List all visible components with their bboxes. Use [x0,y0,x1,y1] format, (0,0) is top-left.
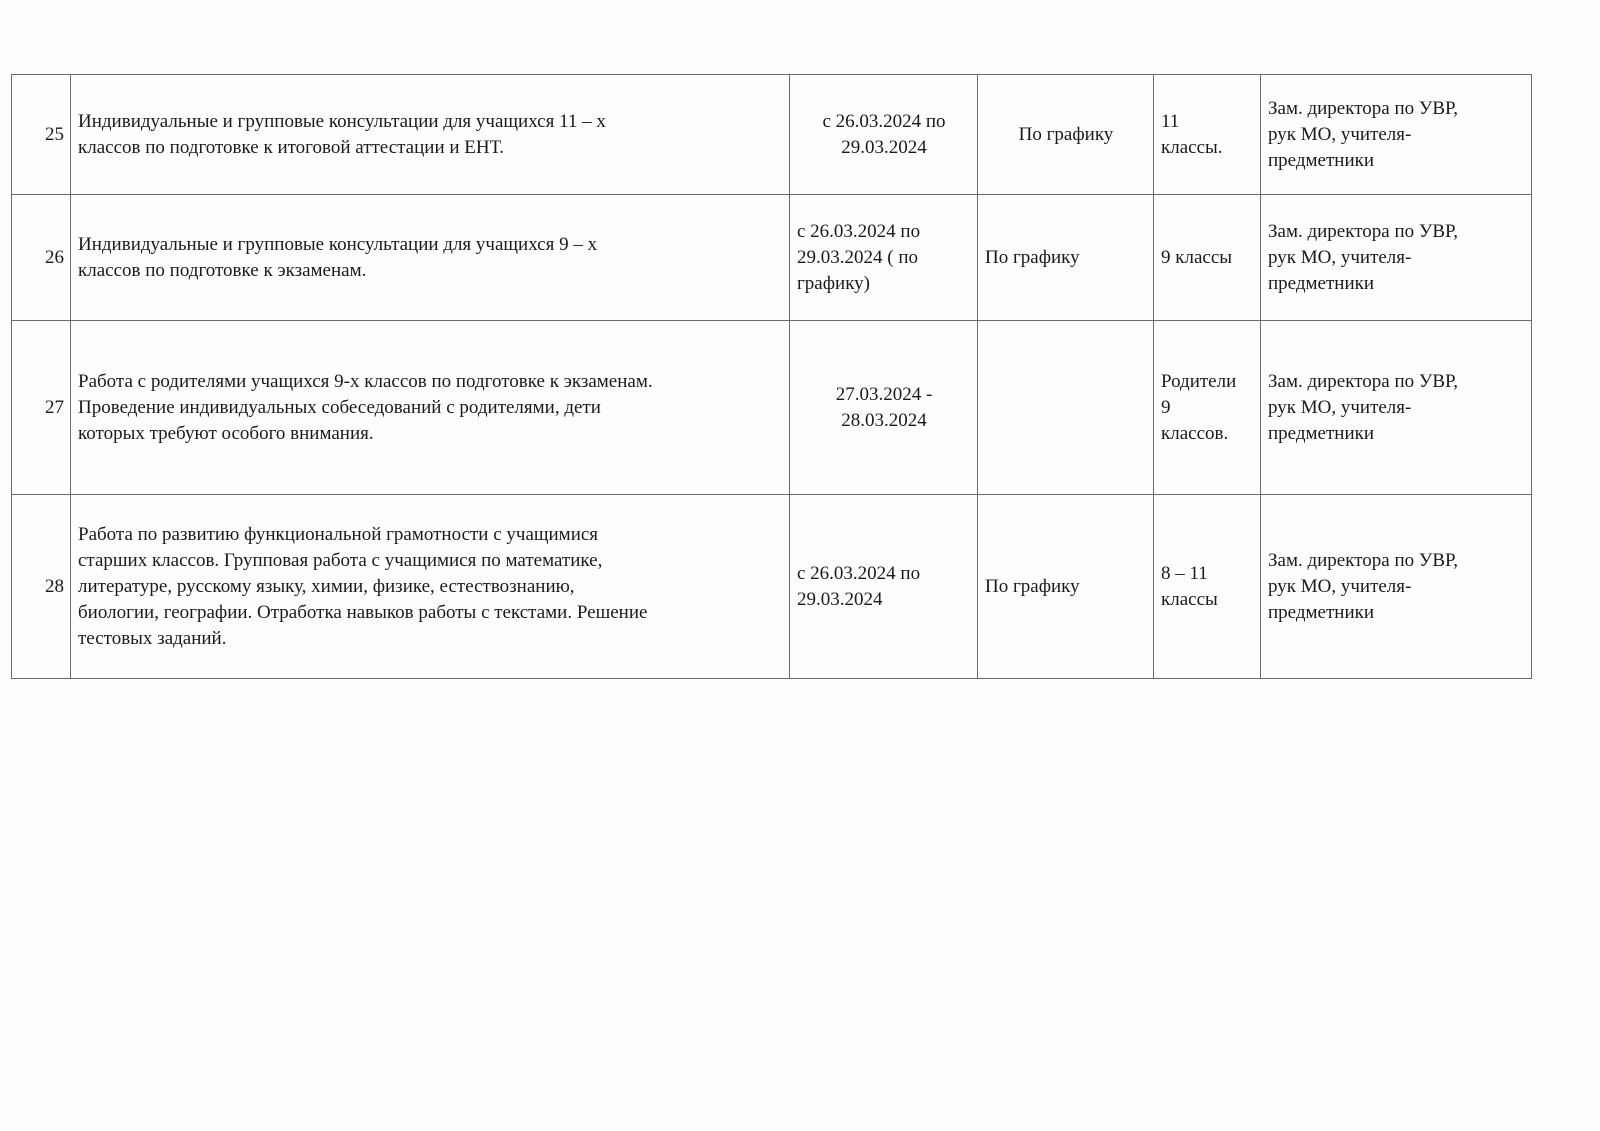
table-row [12,75,1532,195]
activity-schedule: По графику [978,195,1154,321]
activity-responsible: Зам. директора по УВР, рук МО, учителя- предметники [1261,195,1532,321]
activity-description: Индивидуальные и групповые консультации для учащихся 11 – х классов по подготовке к итоговой аттестации и ЕНТ. [71,75,790,195]
row-number: 27 [12,321,71,495]
table-row [12,495,1532,679]
row-number: 25 [12,75,71,195]
activity-responsible: Зам. директора по УВР, рук МО, учителя- предметники [1261,321,1532,495]
activity-schedule: По графику [978,495,1154,679]
activity-responsible: Зам. директора по УВР, рук МО, учителя- предметники [1261,495,1532,679]
activity-dates: 27.03.2024 - 28.03.2024 [790,321,978,495]
activity-dates: с 26.03.2024 по 29.03.2024 [790,75,978,195]
activity-dates: с 26.03.2024 по 29.03.2024 [790,495,978,679]
plan-table [11,74,1532,679]
activity-description: Работа с родителями учащихся 9-х классов по подготовке к экзаменам. Проведение индивидуальных собеседований с родителями, дети которых требуют особого внимания. [71,321,790,495]
row-number: 26 [12,195,71,321]
row-number: 28 [12,495,71,679]
table-row [12,195,1532,321]
activity-responsible: Зам. директора по УВР, рук МО, учителя- предметники [1261,75,1532,195]
activity-participants: Родители 9 классов. [1154,321,1261,495]
activity-schedule: По графику [978,75,1154,195]
activity-description: Индивидуальные и групповые консультации для учащихся 9 – х классов по подготовке к экзаменам. [71,195,790,321]
activity-description: Работа по развитию функциональной грамотности с учащимися старших классов. Групповая работа с учащимися по математике, литературе, русскому языку, химии, физике, естествознанию, биологии, географии. Отработка навыков работы с текстами. Решение тестовых заданий. [71,495,790,679]
activity-participants: 11 классы. [1154,75,1261,195]
activity-schedule [978,321,1154,495]
table-row [12,321,1532,495]
activity-dates: с 26.03.2024 по 29.03.2024 ( по графику) [790,195,978,321]
activity-participants: 9 классы [1154,195,1261,321]
activity-participants: 8 – 11 классы [1154,495,1261,679]
